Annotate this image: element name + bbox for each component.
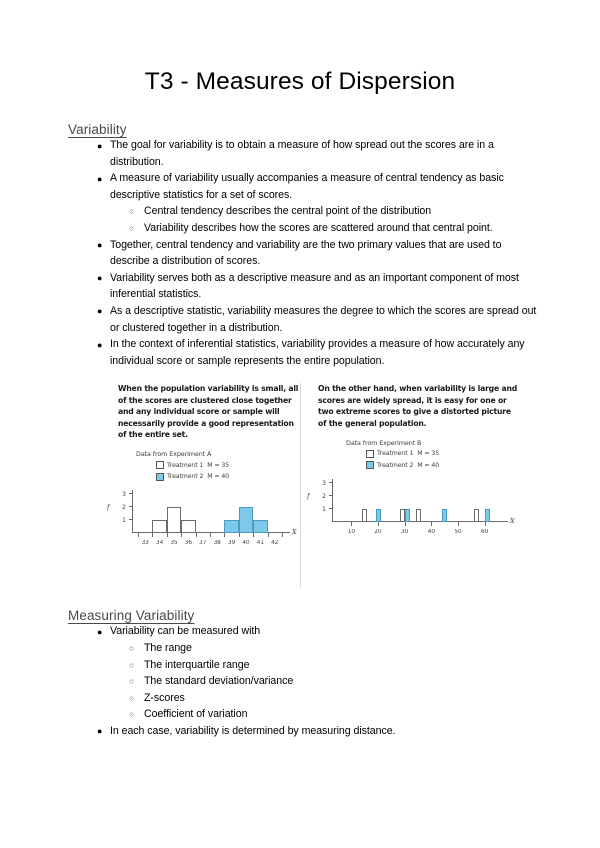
chart-x-tick: [405, 522, 406, 526]
legend-mean: M = 40: [207, 473, 230, 481]
bullet-text: A measure of variability usually accompanies a measure of central tendency as basic descriptive statistics for a set of scores.: [110, 172, 504, 201]
sub-bullet-text: Variability describes how the scores are scattered around that central point.: [144, 221, 493, 234]
bullet-glyph: ●: [97, 626, 103, 637]
chart-y-tick-label: 3: [322, 479, 326, 487]
legend-label: Treatment 1: [167, 461, 204, 469]
sub-bullet-glyph: ○: [129, 222, 135, 233]
bullet-text: Together, central tendency and variability are the two primary values that are used to describe a distribution of scores.: [110, 238, 502, 268]
sub-bullet-text: The range: [144, 641, 192, 654]
legend-mean: M = 35: [207, 461, 230, 469]
measuring-variability-bullet-list: [0, 623, 600, 739]
sub-bullet-text: The interquartile range: [144, 658, 250, 671]
list-item: [0, 723, 600, 740]
sub-bullet-glyph: ○: [129, 206, 135, 217]
list-item: [0, 270, 600, 303]
chart-x-tick-label: 10: [347, 528, 355, 535]
chart-bar: [405, 509, 410, 522]
chart-bar: [167, 507, 181, 533]
chart-x-tick-label: 20: [374, 528, 382, 535]
chart-y-tick: [129, 506, 132, 507]
legend-entry-treatment-1: [156, 460, 300, 470]
bullet-text: Variability can be measured with: [110, 625, 261, 638]
chart-y-tick-label: 1: [122, 517, 126, 525]
chart-y-tick-label: 2: [322, 492, 326, 500]
bullet-text: In the context of inferential statistics, variability provides a measure of how accurately any individual score or sample represents the entire population.: [110, 338, 525, 367]
list-item: [0, 623, 600, 723]
chart-x-tick-label: 34: [155, 540, 164, 547]
sub-list: [110, 640, 538, 723]
sub-bullet-glyph: ○: [129, 659, 135, 670]
list-item: [110, 690, 538, 707]
figure-divider: [300, 383, 301, 588]
chart-experiment-b: [307, 438, 518, 535]
chart-x-tick: [458, 522, 459, 526]
legend-entry-treatment-2: [366, 460, 518, 470]
chart-title: Data from Experiment A: [136, 450, 212, 459]
bullet-text: Variability serves both as a descriptive measure and as an important component of most inferential statistics.: [110, 271, 519, 301]
sub-bullet-glyph: ○: [129, 709, 135, 720]
chart-legend: [318, 449, 518, 471]
chart-bar: [474, 509, 479, 522]
list-item: [110, 657, 538, 674]
chart-bar: [442, 509, 447, 522]
chart-x-axis-label: X: [292, 528, 297, 537]
chart-x-tick: [282, 533, 283, 537]
list-item: [0, 336, 600, 369]
legend-mean: M = 40: [417, 461, 440, 469]
legend-swatch-icon: [366, 450, 374, 458]
chart-bar: [239, 507, 253, 533]
list-item: [110, 640, 538, 657]
list-item: [0, 170, 600, 236]
chart-x-tick-label: 37: [199, 540, 207, 547]
legend-label: Treatment 2: [167, 473, 204, 481]
chart-experiment-a: [107, 450, 300, 547]
variability-bullet-list: [0, 137, 600, 369]
chart-x-tick: [210, 533, 211, 537]
chart-y-tick: [129, 519, 132, 520]
chart-x-tick-label: 41: [256, 540, 265, 547]
chart-x-tick-label: 36: [184, 540, 193, 547]
legend-label: Treatment 2: [377, 461, 414, 469]
chart-y-tick: [129, 493, 132, 494]
figure-caption-right: On the other hand, when variability is large and scores are widely spread, it is easy for one or two extreme scores to give a distorted picture of the general population.: [318, 384, 518, 428]
chart-legend: [118, 460, 300, 482]
bullet-glyph: ●: [97, 306, 103, 317]
chart-plot-area: [307, 477, 518, 535]
figure-caption-left: When the population variability is small, all of the scores are clustered close together and any individual score or sample will necessarily provide a good representation of the entire set.: [118, 384, 299, 439]
figure-panel-left: [107, 383, 300, 588]
chart-bar: [485, 509, 490, 522]
chart-bar: [253, 520, 267, 533]
chart-y-axis: [132, 490, 133, 533]
list-item: [110, 673, 538, 690]
chart-x-tick-label: 40: [242, 540, 250, 547]
legend-swatch-icon: [366, 461, 374, 469]
bullet-glyph: ●: [97, 339, 103, 350]
list-item: [0, 137, 600, 170]
chart-y-axis-label: f: [107, 503, 110, 512]
sub-bullet-text: Central tendency describes the central point of the distribution: [144, 205, 432, 218]
chart-x-tick-label: 30: [401, 528, 409, 535]
chart-x-tick: [378, 522, 379, 526]
bullet-text: In each case, variability is determined by measuring distance.: [110, 724, 396, 737]
chart-bar: [152, 520, 166, 533]
chart-y-tick-label: 1: [322, 505, 326, 513]
sub-bullet-text: Z-scores: [144, 691, 185, 704]
variability-figure: [107, 383, 518, 588]
section-heading-measuring-variability: Measuring Variability: [68, 608, 195, 624]
chart-x-tick: [485, 522, 486, 526]
chart-x-tick: [239, 533, 240, 537]
chart-x-tick: [167, 533, 168, 537]
chart-plot-area: [107, 488, 300, 547]
list-item: [0, 303, 600, 336]
bullet-glyph: ●: [97, 140, 103, 151]
legend-label: Treatment 1: [377, 450, 414, 458]
legend-swatch-icon: [156, 461, 164, 469]
legend-entry-treatment-2: [156, 472, 300, 482]
chart-bar: [181, 520, 195, 533]
chart-x-tick-label: 35: [170, 540, 178, 547]
chart-x-axis-label: X: [510, 516, 515, 525]
chart-y-tick-label: 3: [122, 491, 126, 499]
chart-y-axis-label: f: [307, 491, 310, 500]
bullet-glyph: ●: [97, 726, 103, 737]
chart-x-tick-label: 50: [454, 528, 462, 535]
bullet-text: As a descriptive statistic, variability measures the degree to which the scores are spread out or clustered together in a distribution.: [110, 304, 537, 334]
chart-x-tick: [224, 533, 225, 537]
chart-bar: [362, 509, 367, 522]
legend-swatch-icon: [156, 473, 164, 481]
chart-bar: [400, 509, 405, 522]
chart-y-tick: [329, 495, 332, 496]
chart-x-tick: [253, 533, 254, 537]
legend-mean: M = 35: [417, 450, 440, 458]
bullet-glyph: ●: [97, 240, 103, 251]
bullet-glyph: ●: [97, 173, 103, 184]
chart-x-tick-label: 60: [481, 528, 489, 535]
chart-x-tick: [268, 533, 269, 537]
chart-x-tick: [196, 533, 197, 537]
chart-bar: [376, 509, 381, 522]
list-item: [110, 220, 538, 237]
chart-x-tick: [138, 533, 139, 537]
chart-bar: [416, 509, 421, 522]
chart-x-tick-label: 40: [427, 528, 435, 535]
list-item: [0, 237, 600, 270]
chart-bar: [224, 520, 238, 533]
chart-y-tick: [329, 508, 332, 509]
list-item: [110, 706, 538, 723]
sub-list: [110, 203, 538, 236]
chart-title: Data from Experiment B: [346, 438, 422, 447]
bullet-text: The goal for variability is to obtain a measure of how spread out the scores are in a distribution.: [110, 139, 494, 168]
sub-bullet-glyph: ○: [129, 692, 135, 703]
section-heading-variability: Variability: [68, 122, 127, 137]
sub-bullet-glyph: ○: [129, 642, 135, 653]
chart-x-tick: [152, 533, 153, 537]
sub-bullet-text: The standard deviation/variance: [144, 675, 294, 688]
sub-bullet-glyph: ○: [129, 676, 135, 687]
chart-y-axis: [332, 479, 333, 522]
chart-x-tick-label: 33: [141, 540, 149, 547]
chart-x-tick: [181, 533, 182, 537]
chart-x-tick-label: 39: [227, 540, 236, 547]
chart-y-tick: [329, 482, 332, 483]
bullet-glyph: ●: [97, 273, 103, 284]
chart-y-tick-label: 2: [122, 504, 126, 512]
figure-panel-right: [307, 383, 518, 588]
sub-bullet-text: Coefficient of variation: [144, 708, 248, 721]
chart-x-tick: [431, 522, 432, 526]
chart-x-tick-label: 38: [213, 540, 221, 547]
chart-x-tick: [351, 522, 352, 526]
legend-entry-treatment-1: [366, 449, 518, 459]
page-title: T3 - Measures of Dispersion: [144, 68, 456, 95]
list-item: [110, 203, 538, 220]
chart-x-tick-label: 42: [271, 540, 279, 547]
